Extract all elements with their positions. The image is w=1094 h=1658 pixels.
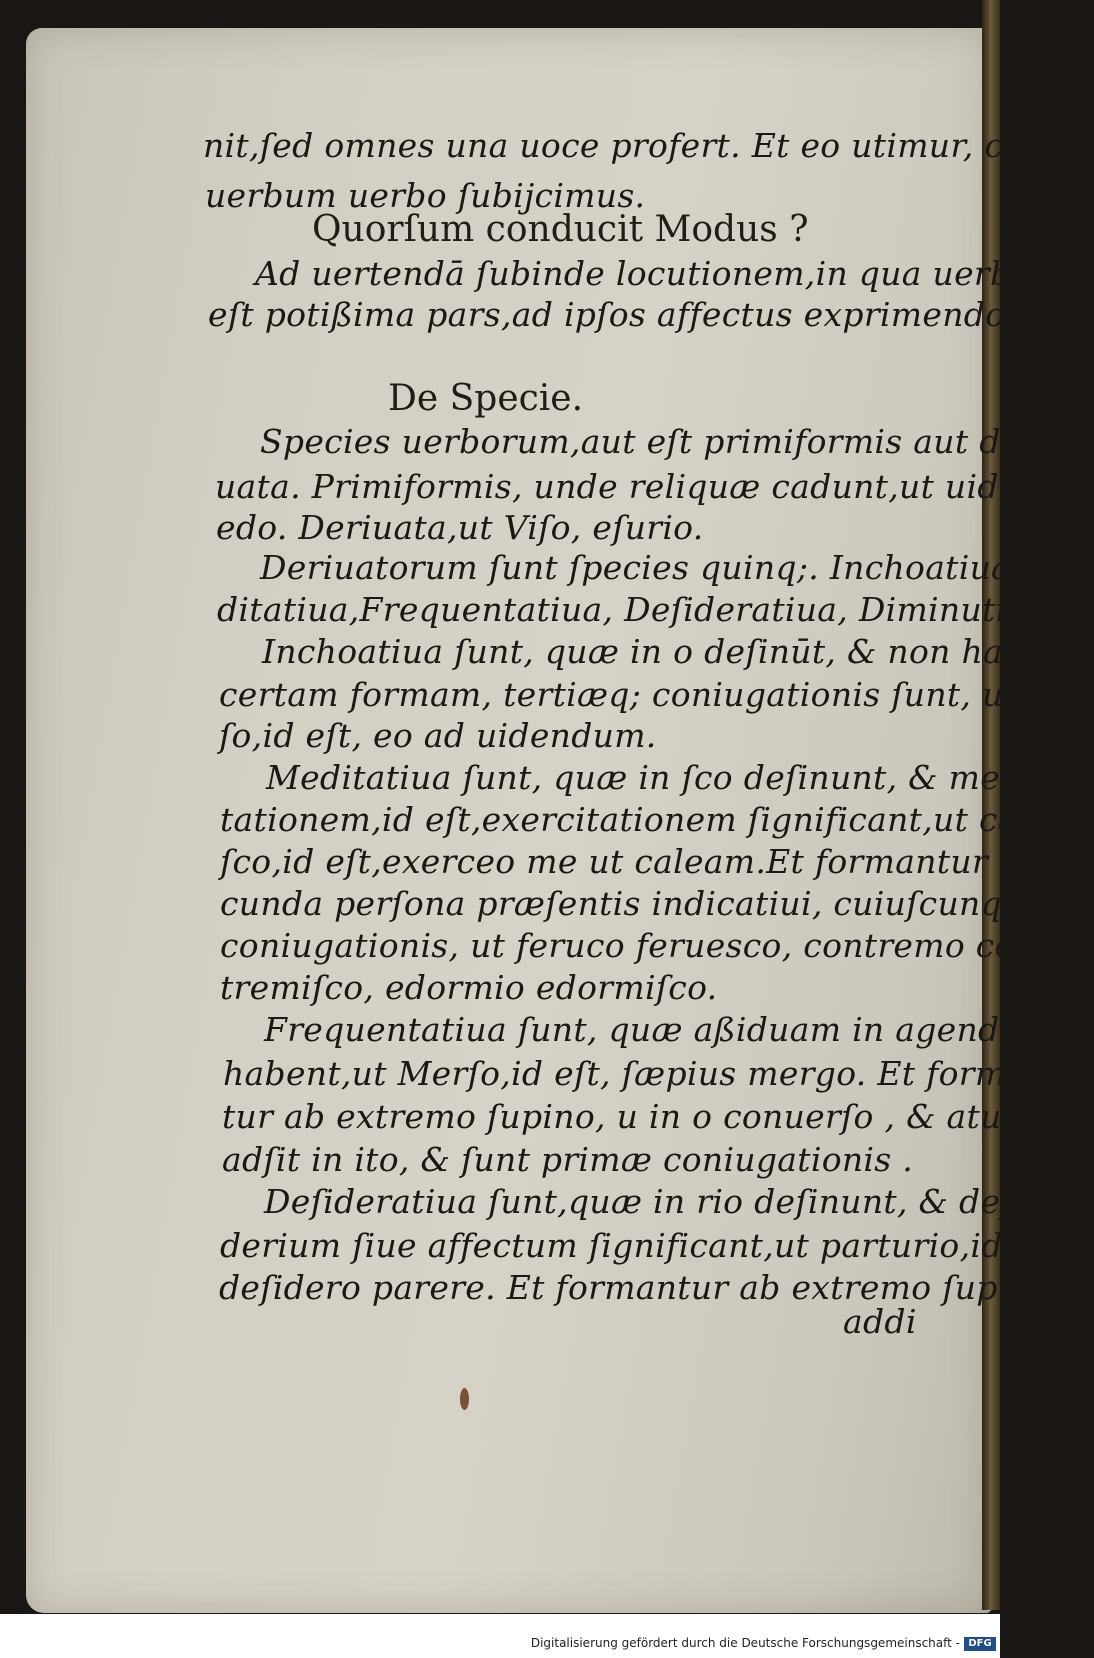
text-line: edo. Deriuata,ut Viſo, eſurio. bbox=[216, 508, 704, 547]
text-line: uerbum uerbo ſubijcimus. bbox=[205, 176, 646, 215]
text-line: ditatiua,Frequentatiua, Deſideratiua, Diminutiua: bbox=[217, 590, 1060, 629]
text-line: coniugationis, ut feruco feruesco, contremo con= bbox=[220, 926, 1065, 965]
text-line: Meditatiua ſunt, quæ in ſco deſinunt, & medi= bbox=[266, 758, 1061, 797]
text-line: ſo,id eſt, eo ad uidendum. bbox=[219, 716, 657, 755]
text-line: Inchoatiua ſunt, quæ in o deſinūt, & non habēt bbox=[262, 632, 1058, 671]
text-line: eſt potißima pars,ad ipſos affectus exprimendos. bbox=[208, 295, 1034, 334]
text-line: habent,ut Merſo,id eſt, ſæpius mergo. Et forman= bbox=[223, 1054, 1076, 1093]
section-heading-modus: Quorſum conducit Modus ? bbox=[312, 209, 809, 250]
text-line: Deriuatorum ſunt ſpecies quinq;. Inchoatiua,Me bbox=[260, 548, 1076, 587]
footer-credit: Digitalisierung gefördert durch die Deutsche Forschungsgemeinschaft - bbox=[530, 1636, 960, 1650]
text-line: tremiſco, edormio edormiſco. bbox=[220, 968, 718, 1007]
text-line: tur ab extremo ſupino, u in o conuerſo , & atu ſi bbox=[222, 1097, 1036, 1136]
text-line: deſidero parere. Et formantur ab extremo ſupino, bbox=[219, 1268, 1062, 1307]
text-line: Species uerborum,aut eſt primiformis aut deri= bbox=[260, 422, 1076, 461]
section-heading-species: De Specie. bbox=[388, 378, 584, 419]
text-line: Deſideratiua ſunt,quæ in rio deſinunt, & deſi= bbox=[264, 1182, 1052, 1221]
text-line: tationem,id eſt,exercitationem ſignificant,ut cale= bbox=[220, 800, 1077, 839]
ink-stain bbox=[460, 1388, 469, 1410]
text-line: adſit in ito, & ſunt primæ coniugationis . bbox=[222, 1140, 914, 1179]
catchword: addi bbox=[843, 1302, 917, 1341]
text-line: Ad uertendā ſubinde locutionem,in qua uerbum bbox=[255, 254, 1065, 293]
text-line: uata. Primiformis, unde reliquæ cadunt,ut uideo, bbox=[215, 467, 1050, 506]
text-line: certam formam, tertiæq; coniugationis ſunt, ut ui= bbox=[219, 675, 1089, 714]
text-line: Frequentatiua ſunt, quæ aßiduam in agendo uim bbox=[264, 1010, 1094, 1049]
digitization-footer bbox=[0, 1614, 1000, 1658]
text-line: ſco,id eſt,exerceo me ut caleam.Et formantur á ſe= bbox=[220, 842, 1090, 881]
text-line: nit,ſed omnes una uoce profert. Et eo utimur, cum bbox=[203, 126, 1057, 165]
dfg-logo: DFG bbox=[964, 1637, 996, 1651]
text-line: cunda perſona præſentis indicatiui, cuiuſcunq; ſint bbox=[220, 884, 1083, 923]
text-line: derium ſiue affectum ſignificant,ut parturio,id eſt, bbox=[220, 1226, 1071, 1265]
